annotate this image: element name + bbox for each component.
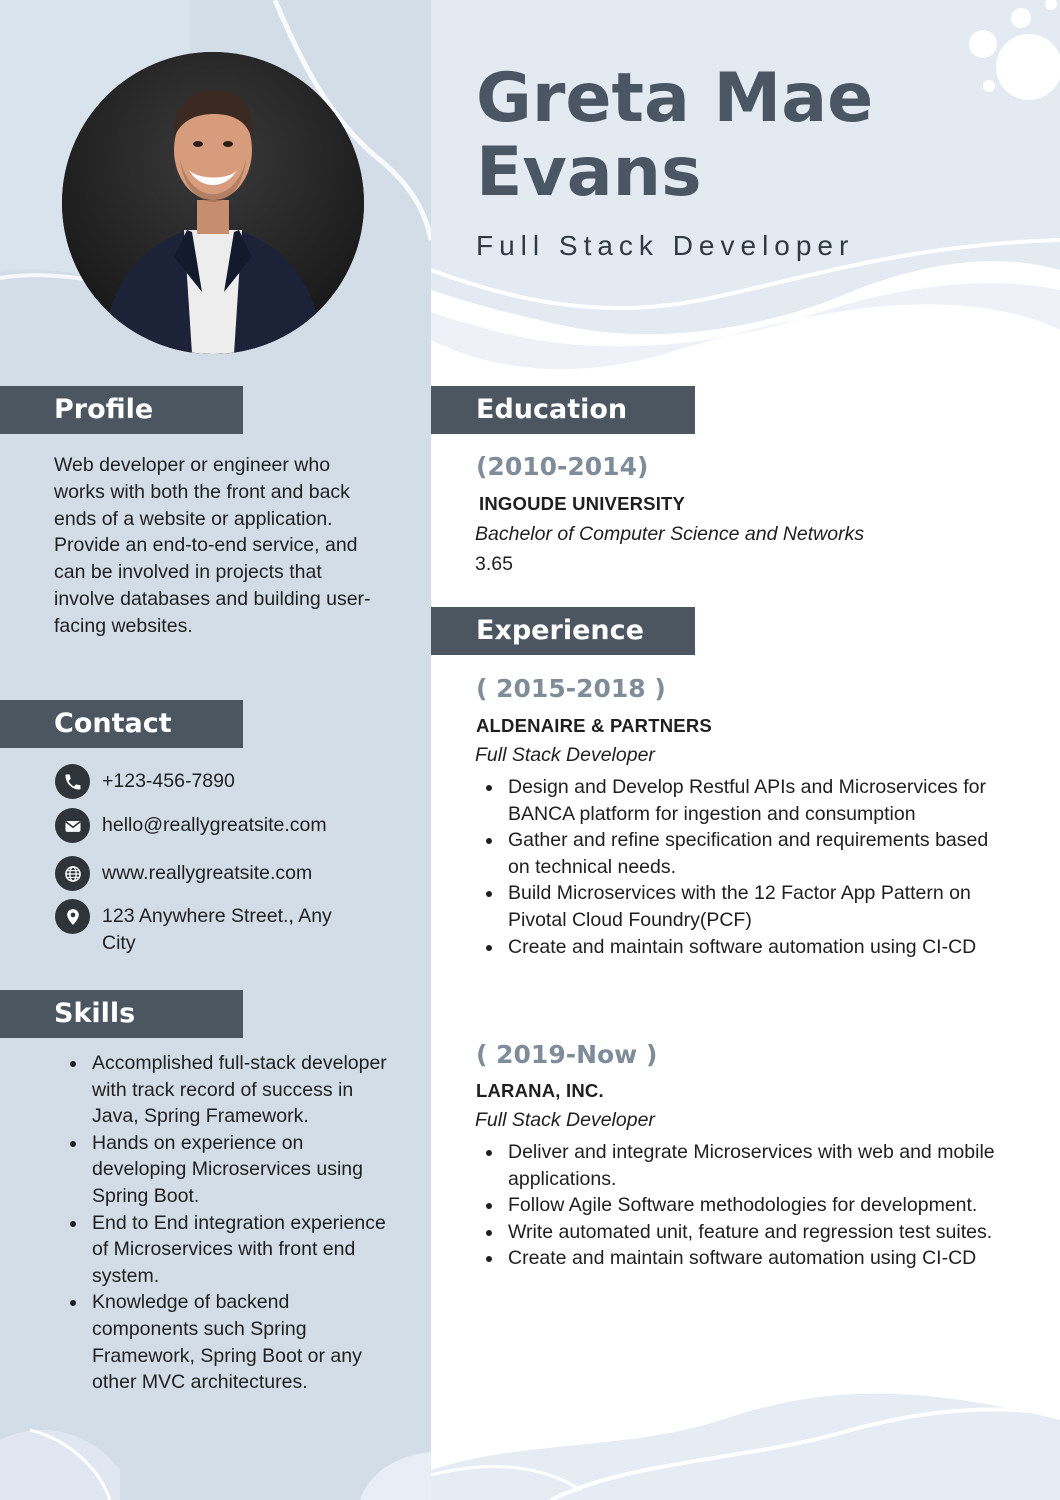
name-line-1: Greta Mae: [476, 59, 874, 138]
skills-heading: Skills: [0, 990, 243, 1038]
experience-heading: Experience: [431, 607, 695, 655]
list-item: Gather and refine specification and requirements based on technical needs.: [470, 827, 1010, 880]
location-pin-icon: [55, 899, 90, 934]
list-item: Create and maintain software automation using CI-CD: [470, 1245, 1010, 1272]
profile-text: Web developer or engineer who works with both the front and back ends of a website or application. Provide an end-to-end service, and can be involved in projects that involve databases and building user-facing websites.: [54, 454, 371, 637]
degree: Bachelor of Computer Science and Networks: [475, 523, 865, 545]
list-item: Knowledge of backend components such Spring Framework, Spring Boot or any other MVC architectures.: [54, 1289, 399, 1395]
phone-icon: [55, 764, 90, 799]
job-role: Full Stack Developer: [475, 744, 655, 766]
job-duties-list: [470, 1139, 1010, 1272]
list-item: Write automated unit, feature and regression test suites.: [470, 1219, 1010, 1246]
name-line-2: Evans: [476, 133, 702, 212]
email-icon: [55, 808, 90, 843]
email-address[interactable]: hello@reallygreatsite.com: [102, 814, 327, 836]
job-title: Full Stack Developer: [476, 230, 855, 261]
contact-email: [55, 812, 395, 843]
company-name: LARANA, INC.: [476, 1080, 604, 1101]
company-name: ALDENAIRE & PARTNERS: [476, 715, 712, 736]
contact-heading: Contact: [0, 700, 243, 748]
gpa: 3.65: [475, 553, 513, 575]
list-item: Create and maintain software automation using CI-CD: [470, 934, 1010, 961]
job-period: ( 2015-2018 ): [476, 674, 666, 703]
list-item: Deliver and integrate Microservices with web and mobile applications.: [470, 1139, 1010, 1192]
candidate-name: [476, 59, 874, 212]
job-duties-list: [470, 774, 1010, 960]
list-item: End to End integration experience of Microservices with front end system.: [54, 1210, 399, 1290]
list-item: Hands on experience on developing Microservices using Spring Boot.: [54, 1130, 399, 1210]
list-item: Build Microservices with the 12 Factor App Pattern on Pivotal Cloud Foundry(PCF): [470, 880, 1010, 933]
website-url[interactable]: www.reallygreatsite.com: [102, 862, 313, 884]
street-address: 123 Anywhere Street., Any City: [102, 905, 332, 954]
job-period: ( 2019-Now ): [476, 1040, 658, 1069]
phone-number[interactable]: +123-456-7890: [102, 770, 235, 792]
school-name: INGOUDE UNIVERSITY: [479, 493, 686, 514]
education-period: (2010-2014): [476, 452, 649, 481]
list-item: Follow Agile Software methodologies for development.: [470, 1192, 1010, 1219]
portrait-illustration: [62, 52, 364, 354]
education-heading: Education: [431, 386, 695, 434]
job-role: Full Stack Developer: [475, 1109, 655, 1131]
contact-website: [55, 860, 395, 891]
skills-list: [54, 1050, 399, 1396]
profile-heading: Profile: [0, 386, 243, 434]
list-item: Accomplished full-stack developer with track record of success in Java, Spring Framework.: [54, 1050, 399, 1130]
list-item: Design and Develop Restful APIs and Microservices for BANCA platform for ingestion and consumption: [470, 774, 1010, 827]
contact-phone: [55, 768, 395, 799]
globe-icon: [55, 856, 90, 891]
profile-photo: [62, 52, 364, 354]
contact-address: [55, 903, 395, 957]
